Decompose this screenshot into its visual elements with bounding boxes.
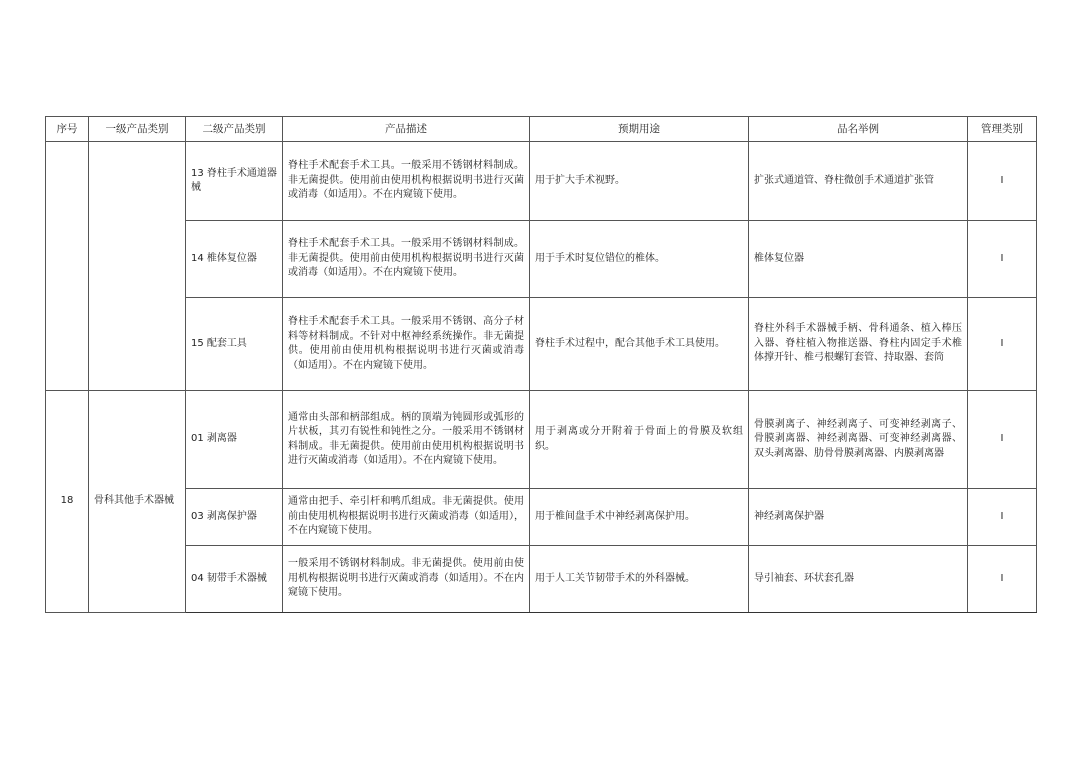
management-class-cell: I — [968, 221, 1037, 298]
intended-use-cell: 用于剥离或分开附着于骨面上的骨膜及软组织。 — [530, 391, 749, 489]
table-row — [46, 298, 1037, 391]
table-header-row — [46, 117, 1037, 142]
product-examples-cell: 骨膜剥离子、神经剥离子、可变神经剥离子、骨膜剥离器、神经剥离器、可变神经剥离器、双头剥离器、肋骨骨膜剥离器、内膜剥离器 — [749, 391, 968, 489]
level2-category-cell: 04 韧带手术器械 — [186, 546, 283, 613]
product-examples-cell: 脊柱外科手术器械手柄、骨科通条、植入棒压入器、脊柱植入物推送器、脊柱内固定手术椎体撑开针、椎弓根螺钉套管、持取器、套筒 — [749, 298, 968, 391]
product-examples-cell: 扩张式通道管、脊柱微创手术通道扩张管 — [749, 142, 968, 221]
seq-cell — [46, 142, 89, 391]
header-seq: 序号 — [46, 117, 89, 142]
level2-category-cell: 03 剥离保护器 — [186, 489, 283, 546]
management-class-cell: I — [968, 489, 1037, 546]
header-level1-category: 一级产品类别 — [89, 117, 186, 142]
seq-cell: 18 — [46, 391, 89, 613]
description-cell: 脊柱手术配套手术工具。一般采用不锈钢材料制成。非无菌提供。使用前由使用机构根据说明书进行灭菌或消毒（如适用）。不在内窥镜下使用。 — [283, 142, 530, 221]
header-level2-category: 二级产品类别 — [186, 117, 283, 142]
management-class-cell: I — [968, 391, 1037, 489]
description-cell: 一般采用不锈钢材料制成。非无菌提供。使用前由使用机构根据说明书进行灭菌或消毒（如适用）。不在内窥镜下使用。 — [283, 546, 530, 613]
level1-category-cell: 骨科其他手术器械 — [89, 391, 186, 613]
table-row — [46, 489, 1037, 546]
management-class-cell: I — [968, 298, 1037, 391]
intended-use-cell: 脊柱手术过程中，配合其他手术工具使用。 — [530, 298, 749, 391]
management-class-cell: I — [968, 546, 1037, 613]
level2-category-cell: 01 剥离器 — [186, 391, 283, 489]
table-row — [46, 221, 1037, 298]
intended-use-cell: 用于手术时复位错位的椎体。 — [530, 221, 749, 298]
header-intended-use: 预期用途 — [530, 117, 749, 142]
product-examples-cell: 导引袖套、环状套孔器 — [749, 546, 968, 613]
level1-category-cell — [89, 142, 186, 391]
product-classification-table — [45, 116, 1037, 613]
header-product-examples: 品名举例 — [749, 117, 968, 142]
table-row — [46, 142, 1037, 221]
intended-use-cell: 用于人工关节韧带手术的外科器械。 — [530, 546, 749, 613]
level2-category-cell: 15 配套工具 — [186, 298, 283, 391]
level2-category-cell: 14 椎体复位器 — [186, 221, 283, 298]
header-management-class: 管理类别 — [968, 117, 1037, 142]
intended-use-cell: 用于扩大手术视野。 — [530, 142, 749, 221]
description-cell: 脊柱手术配套手术工具。一般采用不锈钢、高分子材料等材料制成。不针对中枢神经系统操作。非无菌提供。使用前由使用机构根据说明书进行灭菌或消毒（如适用）。不在内窥镜下使用。 — [283, 298, 530, 391]
description-cell: 脊柱手术配套手术工具。一般采用不锈钢材料制成。非无菌提供。使用前由使用机构根据说明书进行灭菌或消毒（如适用）。不在内窥镜下使用。 — [283, 221, 530, 298]
management-class-cell: I — [968, 142, 1037, 221]
description-cell: 通常由头部和柄部组成。柄的顶端为钝圆形或弧形的片状板，其刃有锐性和钝性之分。一般采用不锈钢材料制成。非无菌提供。使用前由使用机构根据说明书进行灭菌或消毒（如适用）。不在内窥镜下使用。 — [283, 391, 530, 489]
product-examples-cell: 椎体复位器 — [749, 221, 968, 298]
table-row — [46, 546, 1037, 613]
level2-category-cell: 13 脊柱手术通道器械 — [186, 142, 283, 221]
header-description: 产品描述 — [283, 117, 530, 142]
product-examples-cell: 神经剥离保护器 — [749, 489, 968, 546]
description-cell: 通常由把手、牵引杆和鸭爪组成。非无菌提供。使用前由使用机构根据说明书进行灭菌或消毒（如适用），不在内窥镜下使用。 — [283, 489, 530, 546]
intended-use-cell: 用于椎间盘手术中神经剥离保护用。 — [530, 489, 749, 546]
table-row — [46, 391, 1037, 489]
